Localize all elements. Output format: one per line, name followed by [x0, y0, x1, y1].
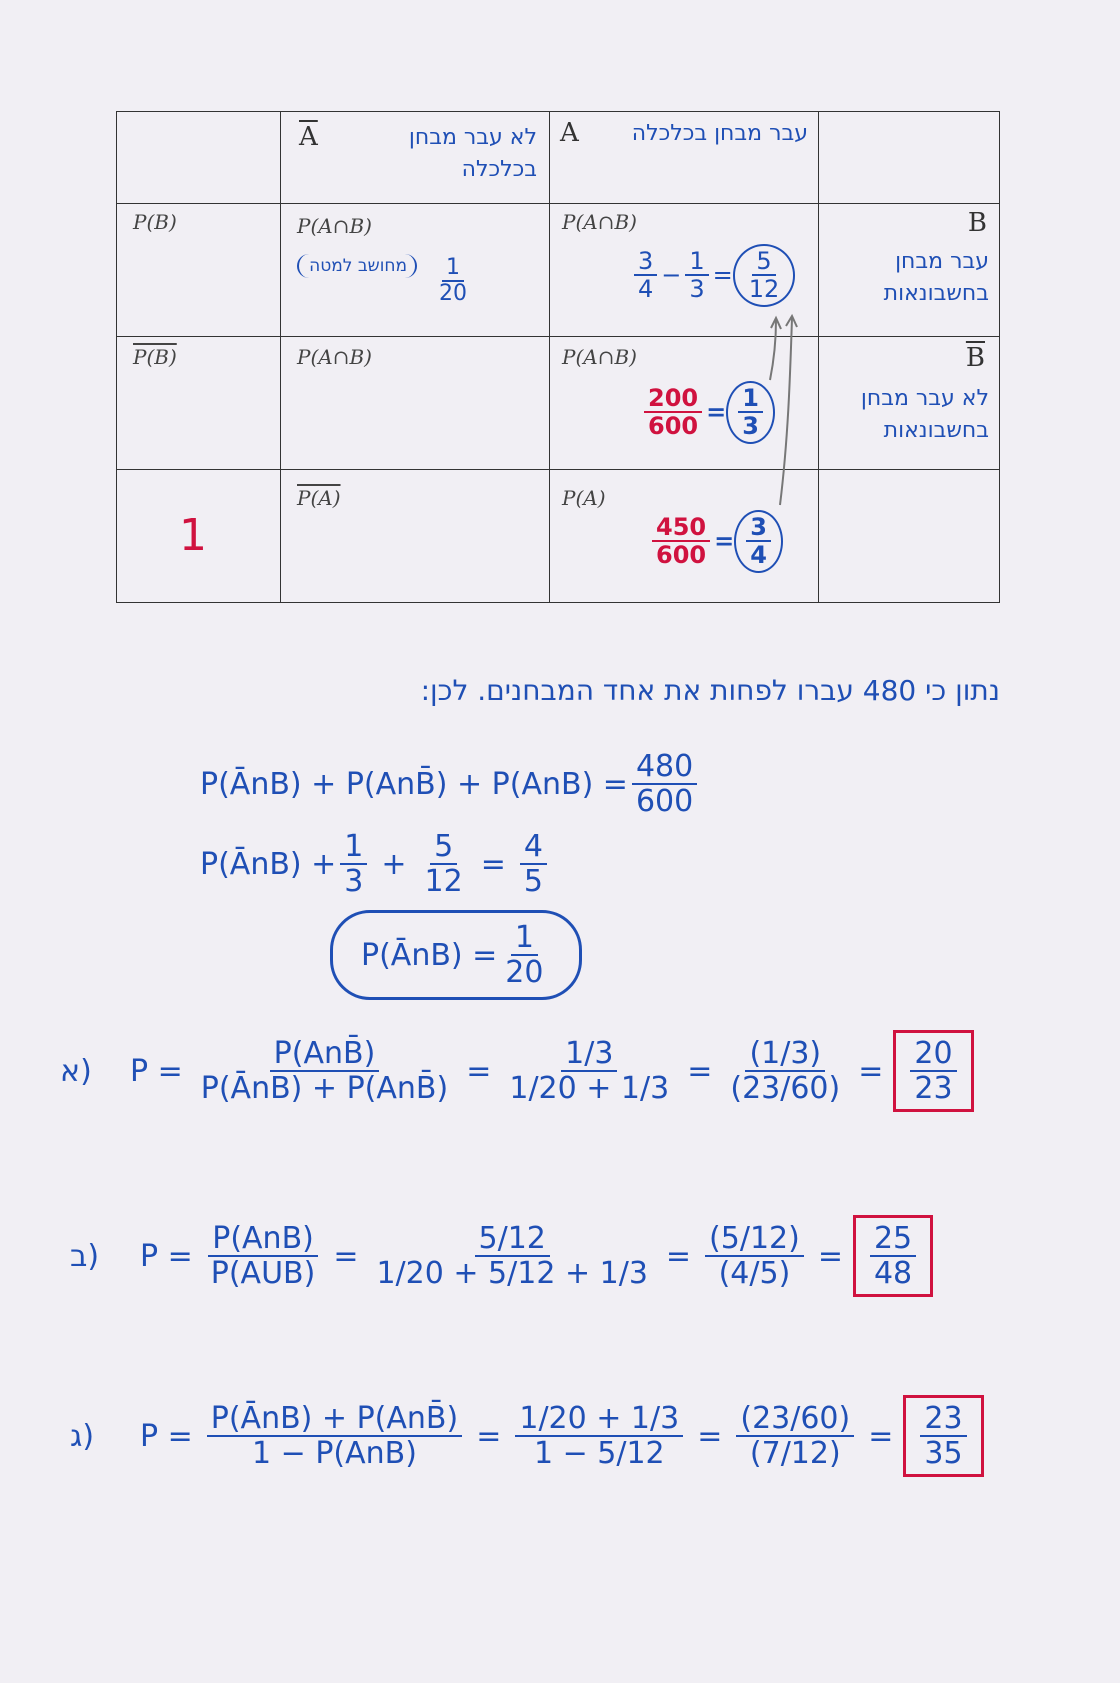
part-b-answer: $\frac{25}{48}$ [853, 1215, 933, 1297]
A-B-label: P(A∩B) [562, 210, 637, 234]
A-notB-result-circle: $\frac{1}{3}$ [726, 381, 775, 444]
intro-text: נתון כי 480 עברו לפחות את אחד המבחנים. לכן: [420, 674, 1000, 707]
A-total-label: P(A) [562, 486, 606, 510]
b-symbol: B [967, 208, 987, 238]
part-a-label: א) [60, 1053, 92, 1089]
not-a-hebrew: לא עבר מבחן בכלכלה [408, 125, 537, 182]
A-B-result-circle: $\frac{5}{12}$ [733, 244, 796, 307]
derivation-line-2: P(ĀnB) + $\frac{1}{3}$ + $\frac{5}{12}$ = $\frac{4}{5}$ [200, 830, 551, 898]
b-hebrew: עבר מבחן בחשבונאות [883, 249, 989, 306]
notA-B-label: P(A∩B) [297, 214, 372, 238]
arrow-from-notB [770, 320, 776, 380]
A-notB-calculation: $\frac{200}{600}$ = $\frac{1}{3}$ [640, 381, 775, 444]
part-b: ב) P = $\frac{\text{P(AnB)}}{\text{P(AUB)}}$ = $\frac{5/12}{1/20 + 5/12 + 1/3}$ = $\frac{(5/12)}{(4/5)}$ = $\frac{25}{48}$ [70, 1215, 933, 1297]
not-b-hebrew: לא עבר מבחן בחשבונאות [860, 386, 989, 443]
total-b-label: P(B) [133, 210, 177, 234]
derivation-line-1: P(ĀnB) + P(AnB̄) + P(AnB) = $\frac{480}{600}$ [200, 750, 701, 818]
grand-total-value: 1 [179, 510, 207, 561]
derivation-result: P(ĀnB) = $\frac{1}{20}$ [330, 910, 582, 1000]
table-arrows [0, 0, 1120, 700]
notA-B-value: $\frac{1}{20}$ [439, 255, 467, 307]
part-c: ג) P = $\frac{\text{P(ĀnB) + P(AnB̄)}}{\text{1 − P(AnB)}}$ = $\frac{1/20 + 1/3}{1 - 5/12}$ = $\frac{(23/60)}{(7/12)}$ = $\frac{23}{35}$ [70, 1395, 984, 1477]
a-symbol: A [560, 118, 579, 148]
part-c-label: ג) [70, 1418, 95, 1454]
a-hebrew: עבר מבחן בכלכלה [631, 121, 808, 146]
part-c-answer: $\frac{23}{35}$ [903, 1395, 983, 1477]
A-B-calculation: $\frac{3}{4}$ − $\frac{1}{3}$ = $\frac{5}{12}$ [630, 244, 795, 307]
part-a-answer: $\frac{20}{23}$ [893, 1030, 973, 1112]
total-not-b-label: P(B) [133, 345, 177, 369]
notA-notB-label: P(A∩B) [297, 345, 372, 369]
not-b-symbol: $\overline{B}$ [965, 343, 985, 373]
part-a: א) P = $\frac{\text{P(AnB̄)}}{\text{P(ĀnB) + P(AnB̄)}}$ = $\frac{1/3}{1/20 + 1/3}$ = $\frac{(1/3)}{(23/60)}$ = $\frac{20}{23}$ [60, 1030, 974, 1112]
arrow-from-total [780, 318, 792, 505]
A-total-result-circle: $\frac{3}{4}$ [734, 510, 783, 573]
notA-total-label: P(A) [297, 486, 341, 510]
part-b-label: ב) [70, 1238, 100, 1274]
not-a-symbol: $\overline{A}$ [299, 122, 318, 152]
notA-B-note: מחושב למטה [297, 254, 417, 278]
A-notB-label: P(A∩B) [562, 345, 637, 369]
A-total-calculation: $\frac{450}{600}$ = $\frac{3}{4}$ [648, 510, 783, 573]
